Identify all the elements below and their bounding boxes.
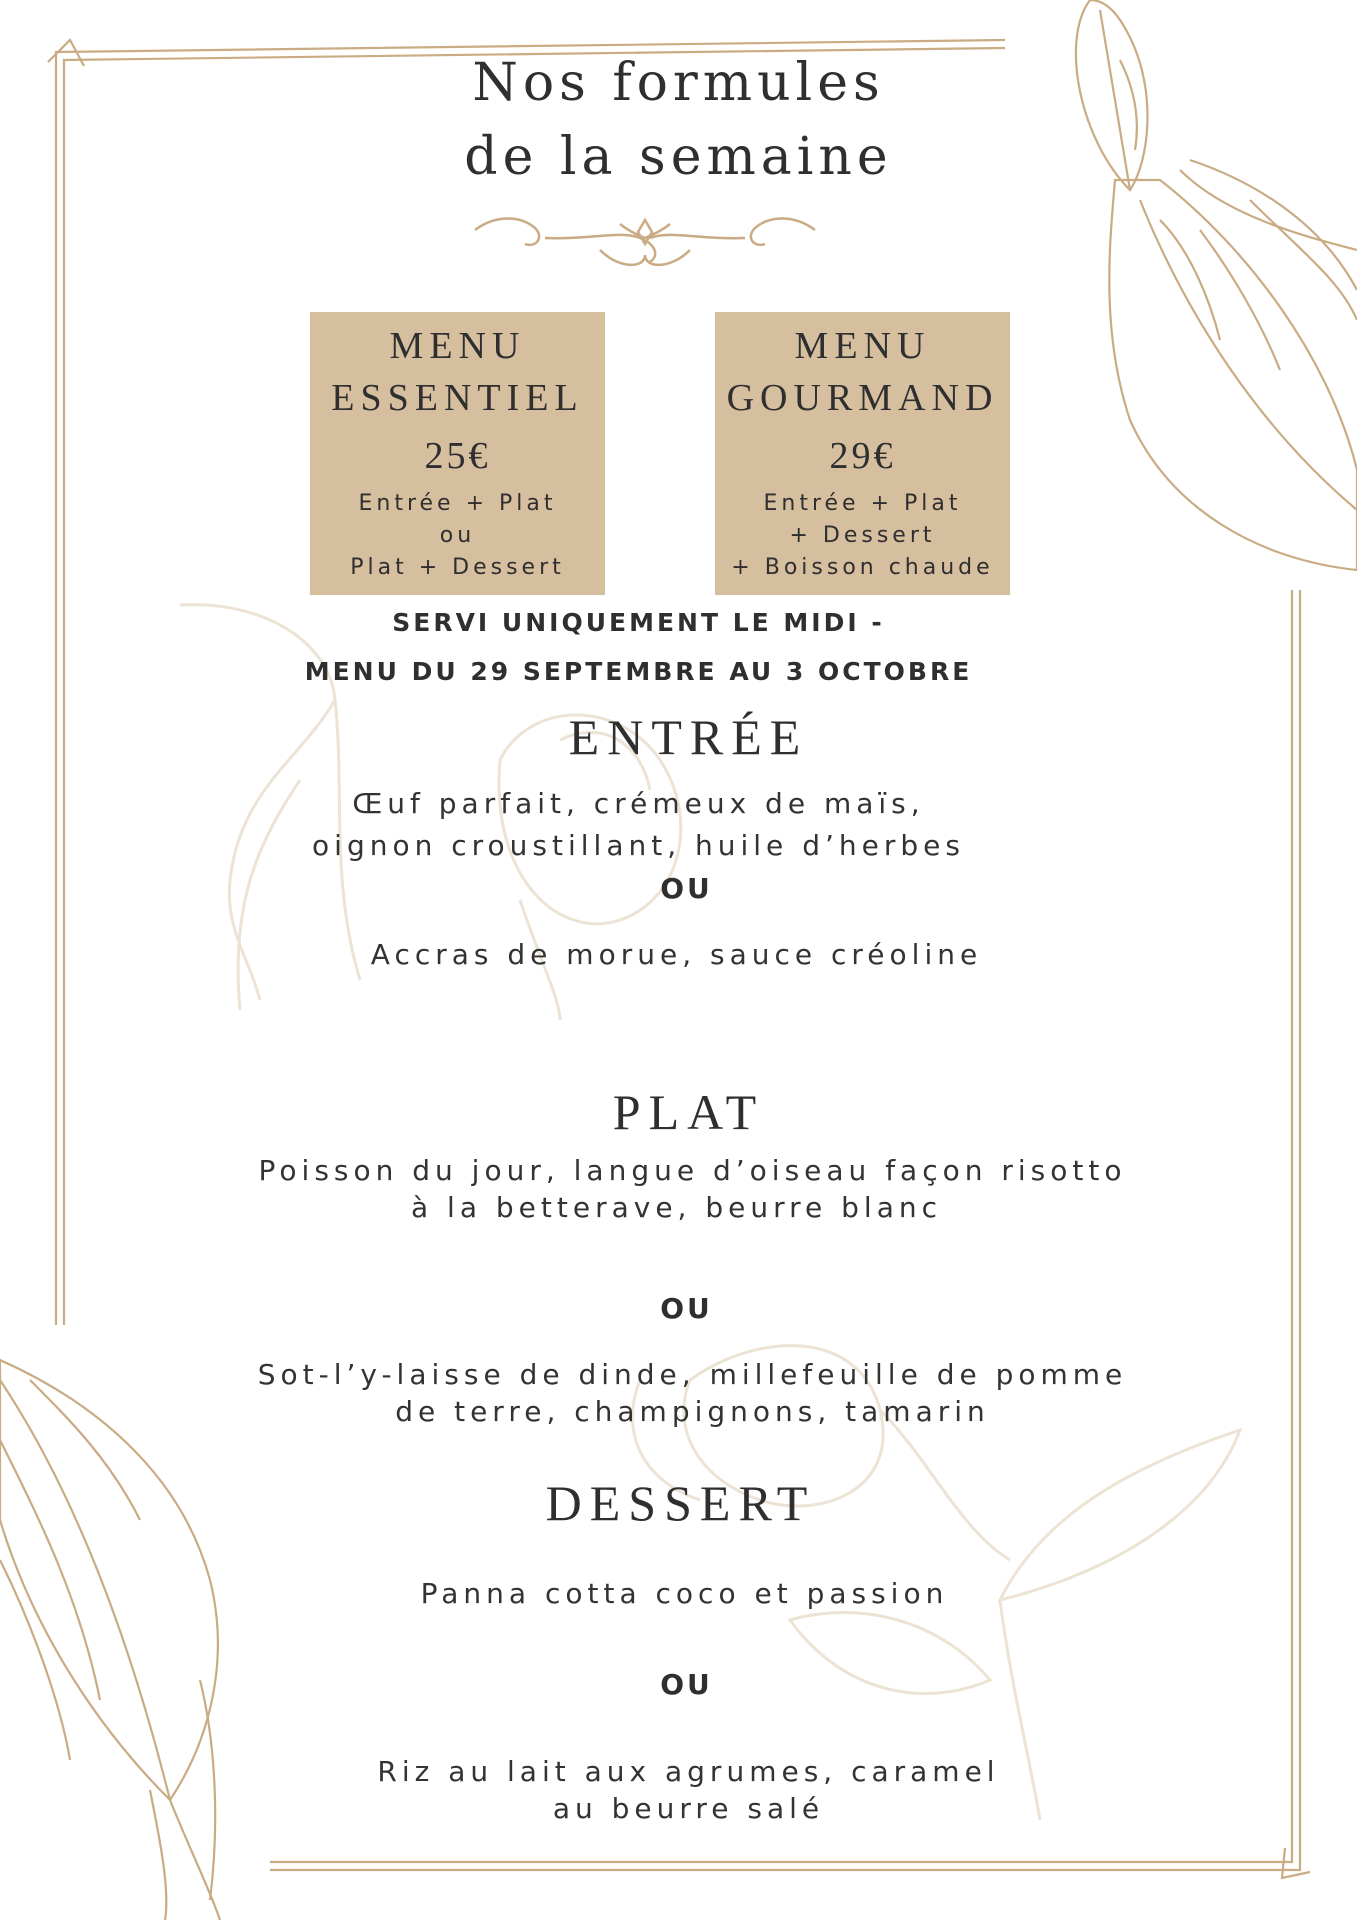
menu-desc-line2: + Dessert bbox=[789, 523, 936, 548]
menu-gourmand-card bbox=[715, 312, 1010, 595]
ornamental-divider-icon bbox=[475, 218, 815, 264]
menu-essentiel-card bbox=[310, 312, 605, 595]
menu-desc-line3: Plat + Dessert bbox=[350, 555, 565, 580]
entree-option1-line1: Œuf parfait, crémeux de maïs, bbox=[352, 787, 925, 820]
entree-or: OU bbox=[660, 872, 713, 905]
section-title-dessert: DESSERT bbox=[545, 1475, 816, 1531]
botanical-leaf-icon bbox=[0, 1360, 220, 1920]
dessert-option2-line1: Riz au lait aux agrumes, caramel bbox=[377, 1755, 1000, 1788]
dessert-option1: Panna cotta coco et passion bbox=[420, 1577, 949, 1610]
dessert-or: OU bbox=[660, 1668, 713, 1701]
section-title-entree: ENTRÉE bbox=[568, 709, 809, 765]
page-title: Nos formules bbox=[472, 53, 885, 113]
menu-name-line1: MENU bbox=[389, 325, 526, 367]
entree-option2: Accras de morue, sauce créoline bbox=[370, 938, 983, 971]
page-subtitle: de la semaine bbox=[464, 127, 893, 187]
plat-option1-line1: Poisson du jour, langue d’oiseau façon risotto bbox=[258, 1154, 1127, 1187]
menu-name-line2: ESSENTIEL bbox=[331, 377, 584, 419]
dessert-option2-line2: au beurre salé bbox=[552, 1792, 825, 1825]
menu-desc-line1: Entrée + Plat bbox=[358, 491, 557, 516]
plat-option2-line1: Sot-l’y-laisse de dinde, millefeuille de pomme bbox=[257, 1358, 1128, 1391]
plat-option2-line2: de terre, champignons, tamarin bbox=[395, 1395, 990, 1428]
menu-desc-line2: ou bbox=[439, 523, 476, 548]
service-notice: SERVI UNIQUEMENT LE MIDI - bbox=[392, 608, 885, 637]
plat-option1-line2: à la betterave, beurre blanc bbox=[411, 1191, 942, 1224]
menu-name-line1: MENU bbox=[794, 325, 931, 367]
menu-name-line2: GOURMAND bbox=[726, 377, 999, 419]
entree-option1-line2: oignon croustillant, huile d’herbes bbox=[312, 829, 965, 862]
menu-desc-line3: + Boisson chaude bbox=[731, 555, 994, 580]
menu-price: 29€ bbox=[829, 435, 896, 477]
plat-or: OU bbox=[660, 1292, 713, 1325]
menu-desc-line1: Entrée + Plat bbox=[763, 491, 962, 516]
menu-dates: MENU DU 29 SEPTEMBRE AU 3 OCTOBRE bbox=[304, 657, 973, 686]
menu-price: 25€ bbox=[424, 435, 491, 477]
section-title-plat: PLAT bbox=[612, 1084, 765, 1140]
